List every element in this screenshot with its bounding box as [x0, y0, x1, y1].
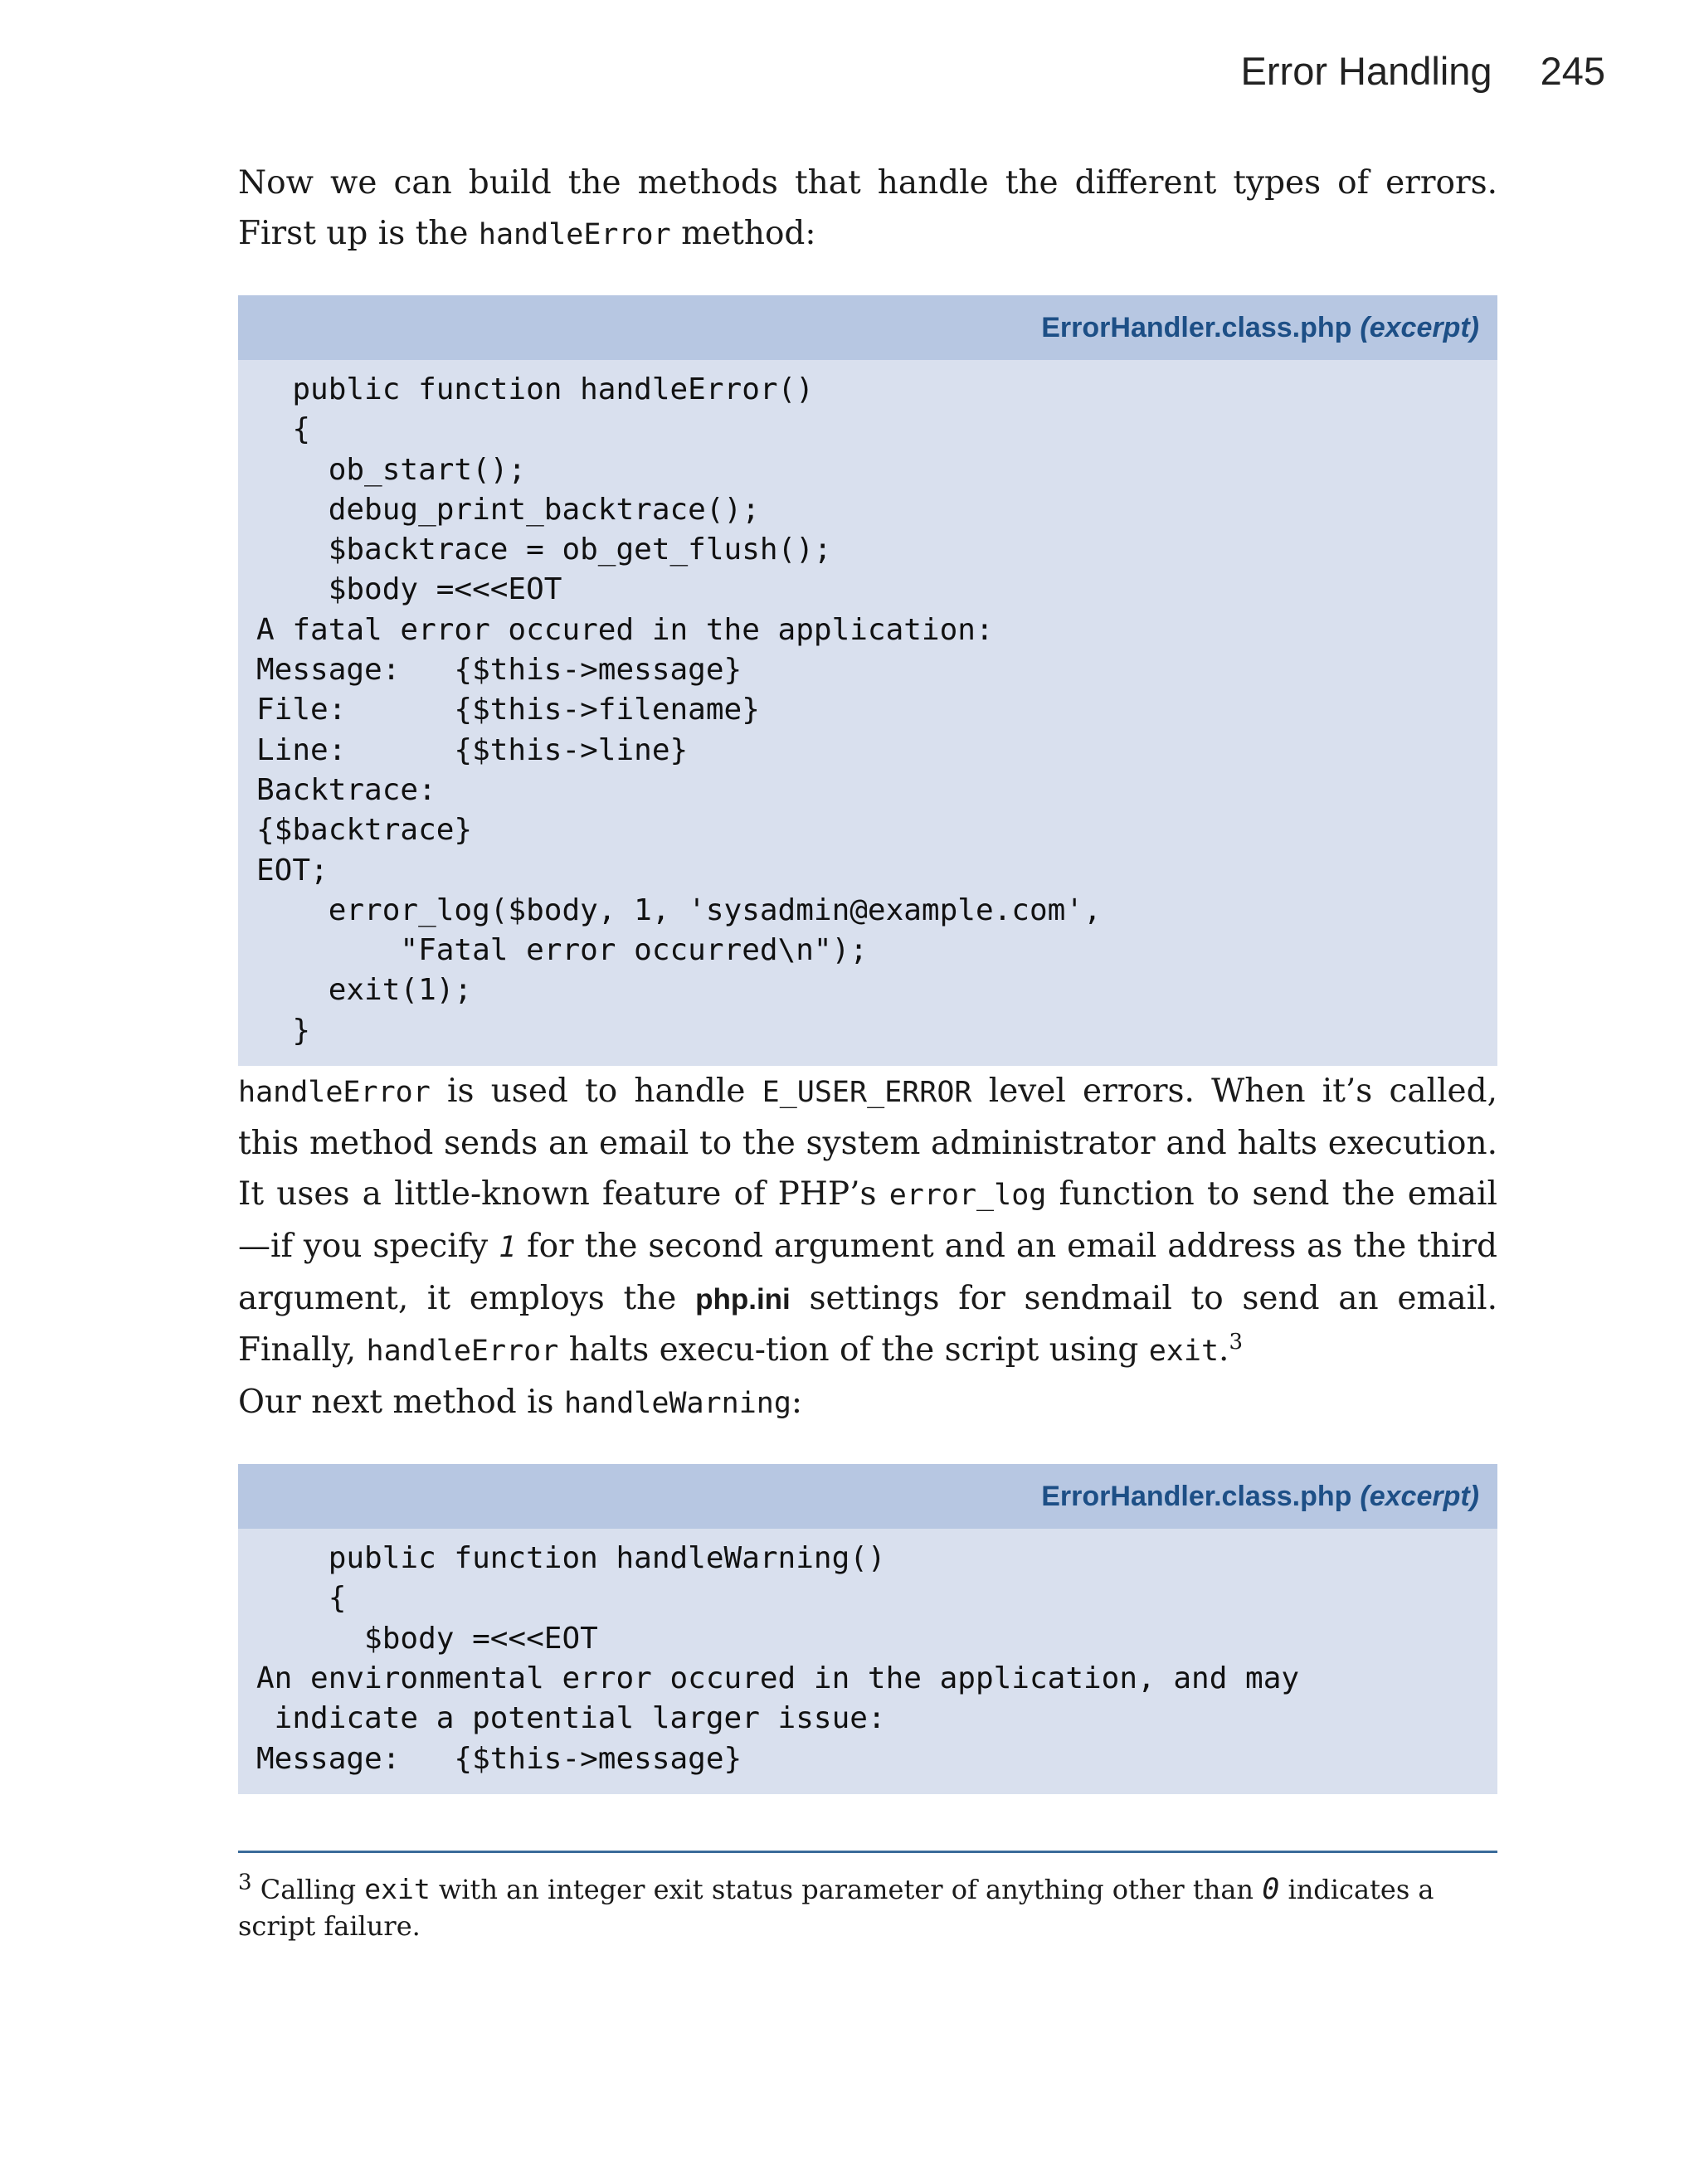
filename-emphasis: php.ini [695, 1283, 791, 1316]
intro-paragraph: Now we can build the methods that handle the different types of errors. First up is the handleError method: [238, 164, 1497, 252]
inline-code: E_USER_ERROR [762, 1076, 972, 1110]
inline-code: exit [1148, 1335, 1219, 1369]
page-number: 245 [1540, 49, 1605, 93]
footnote: $^3$ Calling exit with an integer exit status parameter of anything other than 0 indicates a script failure. [238, 1870, 1434, 1942]
footnote-divider [238, 1851, 1497, 1853]
code-block: public function handleError() { ob_start(); debug_print_backtrace(); $backtrace = ob_get_flush(); $body =<<<EOT A fatal error occured in the application: Message: {$this->message} File: {$this->filename} Line: {$this->line} Backtrace: {$backtrace} EOT; error_log($body, 1, 'sysadmin@example.com', "Fatal error occurred\n"); exit(1); } [256, 372, 1102, 1048]
inline-code: handleWarning [563, 1387, 791, 1421]
page-content [238, 158, 1497, 1971]
inline-code: handleError [238, 1076, 431, 1110]
inline-code: handleError [478, 218, 671, 251]
code-listing-handle-error [238, 295, 1497, 1066]
code-listing-handle-warning [238, 1464, 1497, 1794]
footnote-ref[interactable]: 3 [1229, 1330, 1243, 1355]
code-excerpt-label: (excerpt) [1360, 311, 1479, 343]
running-header [1241, 48, 1605, 94]
inline-code: handleError [366, 1335, 559, 1369]
code-caption [238, 295, 1497, 360]
code-filename: ErrorHandler.class.php [1041, 311, 1352, 343]
inline-code: exit [364, 1872, 431, 1905]
next-method-paragraph: Our next method is handleWarning: [238, 1384, 803, 1422]
code-caption [238, 1464, 1497, 1529]
section-title: Error Handling [1240, 49, 1492, 93]
code-filename: ErrorHandler.class.php [1041, 1480, 1352, 1512]
code-excerpt-label: (excerpt) [1360, 1480, 1479, 1512]
code-block: public function handleWarning() { $body =<<<EOT An environmental error occured in the application, and may indicate a potential larger issue: Message: {$this->message} [256, 1541, 1300, 1776]
handle-error-paragraph: handleError is used to handle E_USER_ERROR level errors. When it’s called, this method sends an email to the system administrator and halts execution. It uses a little-known feature of PHP’s error_log function to send the email—if you specify 1 for the second argument and an email address as the third argument, it employs the php.ini settings for sendmail to send an email. Finally, handleError halts execu-tion of the script using exit.$^3$ [238, 1073, 1498, 1369]
inline-code: error_log [888, 1179, 1047, 1213]
inline-value: 0 [1262, 1872, 1280, 1906]
footnote-number: 3 [238, 1870, 252, 1895]
inline-value: 1 [499, 1231, 517, 1265]
